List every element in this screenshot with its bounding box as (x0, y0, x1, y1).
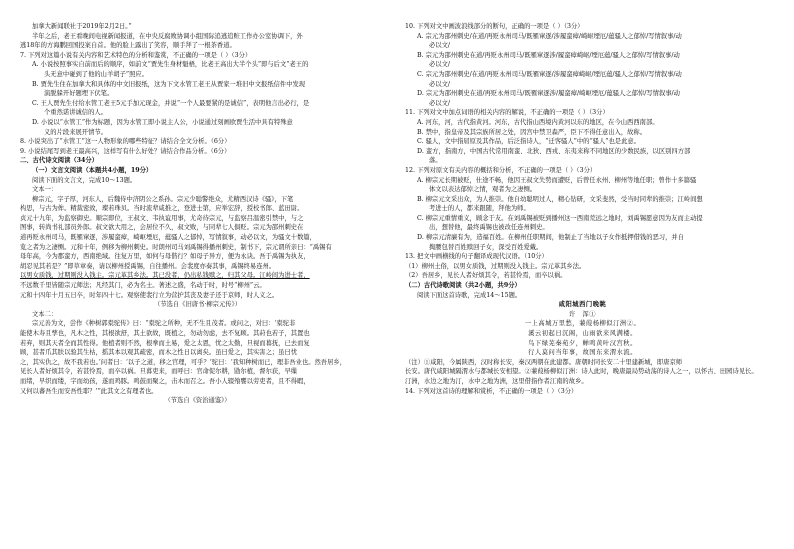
left-text-line: 若弃，则其天者全而其性得。他植者则不然，根拳而土易，爱之太恩，忧之太勤，旦视而暮抚，已去而复 (20, 339, 310, 347)
left-text-line: 构思，与古为侔。精裁密致，璨若珠贝。当时流辈咸推之，登进士第，应举宏辞，授校书郎、蓝田尉。 (20, 205, 304, 213)
right-text-line: （1）柳州土俗，以男女质钱，过期则没入钱主。宗元革其乡法。 (405, 262, 586, 270)
right-column (405, 22, 760, 396)
left-text-line: 柳宗元，字子厚，河东人，后魏侍中济阴公之系孙。宗元少聪警绝众，尤精西汉诗《骚》，下笔 (32, 195, 294, 203)
right-text-line: 行人莫问当年事，故国东来渭水流。 (528, 349, 637, 357)
right-text-line: A. 河东，河，古代指黄河。河东，古代指山西境内黄河以东的地区，在今山西西南部。 (417, 118, 659, 126)
right-text-line: D. 柳宗元清廉有为，造福百姓。在柳州任职期间，他制止了当地以子女作抵押借钱的恶习，并自 (417, 234, 684, 242)
left-text-line: 文本二： (32, 310, 58, 318)
right-text-line: 10. 下列对文中画波浪线部分的断句，正确的一项是（ ）（3分） (405, 23, 584, 30)
right-text-line: 咸阳城西门晚眺 (558, 301, 607, 309)
right-text-line: 汀洲，水边之地为汀，水中之地为洲，这里借指作者江南的故乡。 (405, 377, 588, 385)
right-text-line: 14. 下列对这首诗的理解和赏析，不正确的一项是（ ）（3分） (405, 387, 578, 395)
right-text-line: 出，想替他，最终禹锡也被改任连州刺史。 (429, 224, 549, 232)
right-text-line: B. 宗元为邵州刺史在道/再贬永州司马/既罹窜逐涉/履蛮瘴崎岖/堙厄蕴/骚人之郁悼/写情叙事/动 (417, 51, 680, 59)
left-text-line: 头无意中碰到了他的山羊胡子”照应。 (44, 70, 148, 78)
right-text-line: 11. 下列对文中加点词语的相关内容的解说，不正确的一项是（ ）（3分） (405, 109, 609, 117)
right-text-line: （二）古代诗歌阅读（共2小题，共9分） (405, 282, 521, 290)
right-text-line: 鸟下绿芜秦苑夕，蝉鸣黄叶汉宫秋。 (528, 339, 637, 347)
left-text-line: 览之者为之凄恻。元和十年，例移为柳州刺史。时朗州司马刘禹锡得播州刺史，制书下，宗元谓所亲曰：“禹锡有 (20, 243, 332, 251)
right-text-line: B. 柳宗元文采出众，为人推崇。他自幼聪明过人，精心钻研，文采斐然，受当时同辈的推崇；江岭间想 (417, 195, 703, 203)
right-text-line: 13. 把文中画横线的句子翻译成现代汉语。（10分） (405, 253, 548, 261)
right-text-line: （注）①咸阳，今属陕西，汉时称长安，秦汉两朝在此建都。唐朝时同长安二十里建新城，即唐京师 (405, 358, 683, 366)
right-text-line: （2）吾居乡，见长人者好烦其令，若甚怜焉，而卒以祸。 (405, 272, 567, 280)
right-text-line: A. 柳宗元长期被贬，仕途不畅，他因王叔文失势而遭贬，后曾任永州、柳州等地任职；曾作十多篇骚 (417, 176, 697, 184)
left-text-line: （节选自《资治通鉴》） (164, 397, 231, 405)
left-text-line: D. 小说以“水管工”作为标题，因为水管工即小说主人公，小说通过刻画欧贾生活中具有特殊意 (32, 118, 293, 126)
right-text-line: C. 宗元为邵州刺史/在道/再贬永州司马/既罹窜逐/涉履蛮瘴崎岖/堙厄蕴/骚人之郁悼/写情叙事/动 (417, 70, 682, 78)
right-text-line: C. 柳宗元重情重义，顾念于友。在刘禹锡被贬到播州这一西南荒远之地时，刘禹锡愿意因为友而主动提 (417, 214, 703, 222)
right-text-line: 必以文/ (429, 61, 451, 69)
left-text-line: 逃18年的方海鹏回国投案自首。他的脸上露出了笑容，顺手拜了一根茶香道。 (20, 42, 236, 50)
left-text-line: 胡忍见其若是？”即草章奏，请以柳州授禹锡，自往播州。会裴度亦奏其事，禹锡终易连州。 (20, 262, 276, 270)
left-text-line: 能使木寿且孳也，凡木之性，其根欲舒，其土欲故，既植之，勿动勿虑，去不复顾。其莳也若子，其置也 (20, 330, 310, 337)
left-text-line: 母年高，今为郡蛮方，西南绝域。往复万里，如何与母偕行？如母子异方，便为永诀。吾于禹锡为执友， (20, 253, 310, 261)
right-text-line: D. 蛮方，指南方，中国古代常用南蛮、北狄、西戎、东夷来称不同地区的少数民族，以区别四方部 (417, 147, 691, 155)
left-text-line: 演脱躲开好题埋下伏笔。 (44, 90, 114, 98)
left-text-line: 7. 下列对这篇小说有关内容和艺术特色的分析和鉴赏，不正确的一项是（ ）（3分） (20, 51, 252, 59)
left-text-line: 半年之后，老王看晚间电视新闻报道，在中央反腐败协调小组国际追逃追赃工作办公室协调下，外 (32, 32, 303, 40)
left-text-line: 之，其实仇之，故不我若也。’问者曰：‘以子之道，移之官理，可乎？’驼曰：‘我知种树而已，理非吾业也。然吾居乡， (20, 358, 346, 366)
left-text-line: 宗元善为文，尝作《种树郭橐驼传》曰：“橐驼之所种，无不生且茂者。或问之，对曰：‘橐驼非 (32, 320, 296, 328)
right-text-line: 掏腰包替百姓赎回子女，深受百姓爱戴。 (429, 243, 543, 251)
right-text-line: 必以文/ (429, 99, 451, 107)
left-text-line: 9. 小说结尾写到老王最高兴，这样写有什么好处？请结合作品分析。（6分） (20, 147, 231, 155)
left-text-line: 顾，甚者爪其肤以验其生枯，摇其本以观其疏密，而木之性日以离矣。虽曰爱之，其实害之；虽曰忧 (20, 349, 298, 357)
left-text-line: 文本一： (32, 186, 58, 194)
left-column (20, 22, 375, 406)
left-text-line: A. 小说按照事实自前而后的顺序，如前文“贾先生身材魁梧，比老王高出大半个头”即与后文“老王的 (32, 61, 309, 69)
right-text-line: 长安。唐代咸阳城隔渭水与都城长安相望。②蒹葭杨柳似汀洲：诗人此时，晚唐最局势动荡的诗人之一，以怀古、田园诗见长。 (405, 368, 758, 376)
left-text-line: （一）文言文阅读（本题共4小题，19分） (32, 166, 153, 174)
right-text-line: 一上高城万里愁，蒹葭杨柳似汀洲②。 (524, 320, 641, 328)
right-text-line: D. 宗元为邵州刺史在道/再贬永州司马/既罹窜逐涉/履蛮瘴/崎岖堙厄/蕴骚人之郁悼/写情叙事/动 (417, 90, 680, 98)
right-text-line: 考进士的人，都来跟随，拜他为师。 (429, 205, 530, 213)
left-text-line: B. 贾先生住在加拿大和具体的中文旧报纸，这为下文水管工老王从贾家一堆旧中文报纸信件中发现 (32, 80, 306, 88)
left-text-line: 见长人者好烦其令，若甚怜焉，而卒以祸。旦暮吏来，而呼曰：官命促尔耕，勖尔植，督尔获，早缫 (20, 368, 298, 376)
left-text-line: 又何以蕃吾生而安吾性耶？’”此其文之有理者也。 (20, 387, 158, 395)
right-text-line: 12. 下列对原文有关内容的概括和分析，不正确的一项是（ ）（3分） (405, 166, 597, 174)
left-text-line: 贞元十九年，为监察御史。顺宗即位，王叔文、韦执谊用事，尤奇待宗元，与监察吕温密引禁中，与之 (20, 214, 304, 222)
right-text-line: 阅读下面这首诗歌，完成14～15题。 (417, 291, 522, 299)
left-text-line: 不远数千里皆随宗元师法；凡经其门，必为名士。著述之盛，名动于时，时号“柳州”云。 (20, 282, 266, 290)
left-text-line: 加拿大新闻联社于2019年2月2日。” (32, 23, 132, 30)
left-text-line: 二、古代诗文阅读（34分） (20, 157, 99, 165)
right-text-line: A. 宗元为邵州刺史/在道/再贬永州司马/既罹窜逐/涉履蛮瘴/崎岖堙厄/蕴骚人之郁悼/写情叙事/动 (417, 32, 682, 40)
left-text-line: （节选自《旧唐书·柳宗元传》） (153, 301, 241, 309)
right-text-line: 落。 (429, 157, 442, 165)
right-text-line: 体文以表达郁悼之情，观者为之凄恻。 (429, 186, 537, 194)
left-text-line: 道再贬永州司马，既罹窜逐，涉履蛮瘴，崎岖堙厄，蕴骚人之郁悼，写情叙事，动必以文，为骚文十数篇， (20, 234, 316, 242)
right-text-line: 溪云初起日沉阁，山雨欲来风满楼。 (528, 330, 637, 337)
left-text-line: 阅读下面的文言文，完成10～13题。 (32, 176, 137, 184)
left-text-line: 义的片段来展开情节。 (44, 128, 107, 136)
right-text-line: 必以文/ (429, 42, 451, 50)
left-text-line: 而绪，早织而缕，字而幼孩，遂而鸡豚。鸣鼓而聚之，击木而召之。吾小人辍飧饔以劳吏者，且不得暇， (20, 377, 310, 385)
left-text-line: 图事，转尚书礼部员外郎。叔文欲大用之，会居位不久，叔文败，与同辈七人俱贬。宗元为邵州刺史在 (20, 224, 304, 232)
right-text-line: B. 禁中，指皇帝及其宗族所居之处，因宫中禁卫森严，臣下不得任意出入，故称。 (417, 128, 647, 136)
left-text-line: 8. 小说突出了“水管工”这一人物形象的哪些特征？请结合全文分析。（6分） (20, 138, 231, 146)
left-text-line: 个重然诺讲诚信的人。 (44, 109, 107, 117)
right-text-line: 必以文/ (429, 80, 451, 88)
right-text-line: 许 浑① (568, 310, 597, 318)
left-text-line: 元和十四年十月五日卒，时年四十七。观察使裴行立为营护其丧及妻子还于京师，时人义之。 (20, 291, 279, 299)
left-text-line: 以男女质钱，过期则没入钱主。宗元革其乡法。其已没者，仍出私钱赎之，归其父母。江岭间为进士者， (20, 272, 310, 280)
right-text-line: C. 骚人，文中指屈原及其作品，后泛指诗人，“迁客骚人”中的“骚人”也是此意。 (417, 138, 640, 146)
left-text-line: C. 王人贾先生付给水管工老王5元手加元现金，并说“一个人最要紧的是诚信”，表明他言出必行，是 (32, 99, 310, 107)
